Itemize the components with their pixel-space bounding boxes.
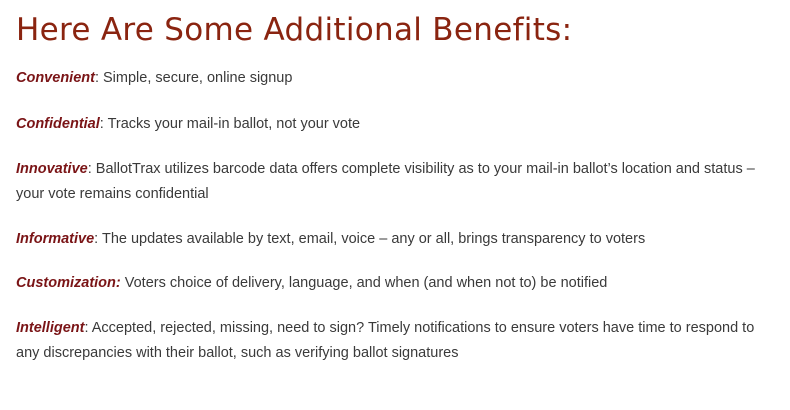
benefit-term: Innovative [16,161,88,177]
benefit-confidential [16,112,776,137]
benefit-informative [16,227,776,252]
benefit-separator: : [94,70,104,86]
benefit-convenient [16,66,776,91]
benefit-description: Voters choice of delivery, language, and when (and when not to) be notified [124,275,608,291]
benefit-description: Simple, secure, online signup [103,70,293,86]
benefit-term: Convenient [16,70,95,86]
benefit-description: Accepted, rejected, missing, need to sign? Timely notifications to ensure voters have time to respond to any discrepancies with their ballot, such as verifying ballot signatures [16,320,755,361]
benefit-separator: : [99,116,108,132]
benefit-term: Customization: [16,275,121,291]
benefit-description: Tracks your mail-in ballot, not your vote [107,116,361,132]
benefit-customization [16,271,776,296]
page-title: Here Are Some Additional Benefits: [16,12,573,48]
benefit-description: The updates available by text, email, voice – any or all, brings transparency to voters [101,231,646,247]
benefit-separator: : [87,161,96,177]
benefits-section [16,0,776,361]
benefit-separator: : [94,231,102,247]
benefit-separator: : [84,320,92,336]
benefit-term: Confidential [16,116,100,132]
benefit-description: BallotTrax utilizes barcode data offers complete visibility as to your mail-in ballot’s location and status – your vote remains confidential [16,161,755,202]
benefit-term: Informative [16,231,95,247]
benefit-term: Intelligent [16,320,85,336]
benefit-innovative [16,157,776,207]
benefit-intelligent [16,316,776,366]
